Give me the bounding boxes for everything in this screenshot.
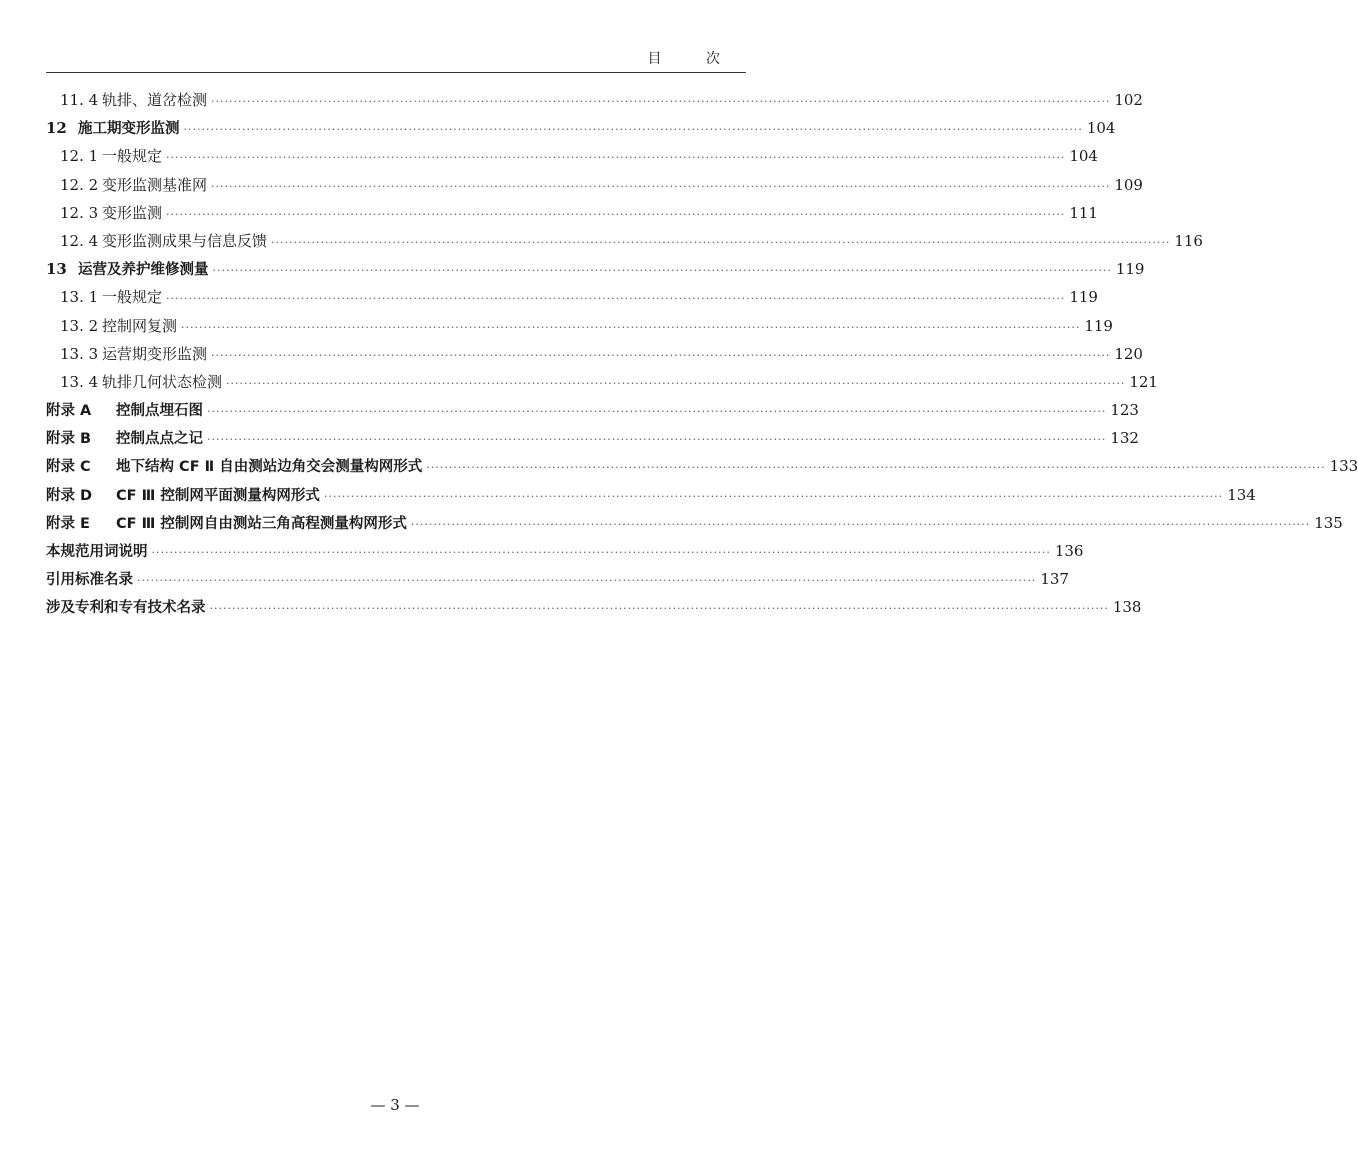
dot-leader: ········································································································································································································ <box>426 461 1326 475</box>
dot-leader: ········································································································································································································ <box>211 95 1111 108</box>
toc-entry-title: 施工期变形监测 <box>78 121 180 138</box>
toc-entry[interactable] <box>46 142 1098 170</box>
toc-entry-number: 附录 A <box>46 403 92 420</box>
toc-entry-page: 123 <box>1110 401 1139 420</box>
toc-entry-title: 一般规定 <box>102 288 163 307</box>
toc-entry-page: 136 <box>1054 542 1084 560</box>
toc-entry-page: 132 <box>1110 429 1139 448</box>
toc-entry-number: 附录 E <box>46 515 90 532</box>
toc-entry-title: 地下结构 CF Ⅱ 自由测站边角交会测量构网形式 <box>116 459 423 476</box>
dot-leader: ········································································································································································································ <box>212 264 1112 278</box>
toc-entry[interactable] <box>46 509 1343 537</box>
toc-entry-number: 13. 2 <box>60 316 99 335</box>
toc-entry[interactable] <box>46 171 1143 199</box>
toc-entry-title: CF Ⅲ 控制网平面测量构网形式 <box>116 487 320 504</box>
toc-entry[interactable] <box>46 452 1358 480</box>
toc-entry-number: 13. 4 <box>60 372 99 391</box>
dot-leader: ········································································································································································································ <box>166 207 1066 221</box>
dot-leader: ········································································································································································································ <box>209 602 1109 616</box>
toc-entry-page: 134 <box>1227 485 1256 504</box>
toc-entry-number: 13. 1 <box>60 288 99 307</box>
toc-entry[interactable] <box>46 593 1142 621</box>
dot-leader: ········································································································································································································ <box>211 348 1111 362</box>
dot-leader: ········································································································································································································ <box>410 517 1311 531</box>
toc-entry[interactable] <box>46 565 1069 593</box>
toc-entry-page: 119 <box>1084 316 1113 335</box>
toc-entry[interactable] <box>46 199 1098 227</box>
toc-entry-number: 13 <box>46 260 67 279</box>
toc-entry-title: 涉及专利和专有技术名录 <box>46 600 206 617</box>
toc-entry-number: 附录 D <box>46 487 93 504</box>
dot-leader: ········································································································································································································ <box>207 433 1107 447</box>
toc-entry-title: 变形监测 <box>102 203 163 222</box>
toc-entry-title: 引用标准名录 <box>46 572 133 589</box>
dot-leader: ········································································································································································································ <box>207 405 1107 419</box>
dot-leader: ········································································································································································································ <box>151 546 1051 559</box>
dot-leader: ········································································································································································································ <box>183 123 1083 137</box>
toc-entry-page: 104 <box>1069 147 1098 166</box>
toc-entry-number: 12. 1 <box>60 147 99 166</box>
toc-entry-number: 12. 2 <box>60 175 99 194</box>
toc-entry-title: 变形监测基准网 <box>102 175 208 194</box>
dot-leader: ········································································································································································································ <box>226 376 1126 390</box>
toc-entry-page: 138 <box>1112 598 1142 617</box>
toc-entry[interactable] <box>46 340 1143 368</box>
toc-entry-title: 运营及养护维修测量 <box>78 262 209 279</box>
toc-entry-page: 116 <box>1174 231 1203 250</box>
header-rule <box>46 72 746 73</box>
toc-entry[interactable] <box>46 481 1256 509</box>
toc-entry-number: 11. 4 <box>60 91 99 109</box>
dot-leader: ········································································································································································································ <box>166 292 1066 306</box>
toc-entry-number: 附录 B <box>46 431 92 448</box>
dot-leader: ········································································································································································································ <box>271 235 1171 249</box>
toc-entry-title: 控制网复测 <box>102 316 178 335</box>
toc-entry[interactable] <box>46 537 1084 565</box>
toc-entry-page: 137 <box>1040 570 1069 589</box>
toc-entry-page: 111 <box>1069 203 1098 222</box>
toc-entry-page: 135 <box>1314 513 1343 532</box>
toc-entry-page: 133 <box>1329 457 1358 476</box>
toc-entry[interactable] <box>46 227 1203 255</box>
running-head-title: 目 次 <box>647 51 740 67</box>
toc-entry[interactable] <box>46 424 1139 452</box>
toc-entry[interactable] <box>46 255 1145 283</box>
toc-entry-title: 轨排、道岔检测 <box>102 91 208 109</box>
dot-leader: ········································································································································································································ <box>166 151 1066 165</box>
toc-entry-number: 13. 3 <box>60 344 99 363</box>
toc-entry-number: 附录 C <box>46 459 91 476</box>
toc-entry[interactable] <box>46 114 1116 142</box>
table-of-contents <box>46 86 1358 622</box>
toc-entry-page: 119 <box>1069 288 1098 307</box>
toc-entry-title: CF Ⅲ 控制网自由测站三角高程测量构网形式 <box>116 515 407 532</box>
toc-entry[interactable] <box>46 396 1139 424</box>
toc-entry[interactable] <box>46 86 1143 114</box>
toc-entry-page: 119 <box>1115 260 1145 279</box>
toc-entry-page: 109 <box>1114 175 1143 194</box>
toc-entry-page: 102 <box>1114 91 1143 109</box>
toc-entry-number: 12 <box>46 119 67 138</box>
toc-entry-title: 控制点埋石图 <box>116 403 203 420</box>
dot-leader: ········································································································································································································ <box>181 320 1081 334</box>
toc-entry-title: 轨排几何状态检测 <box>102 372 223 391</box>
page-number: — 3 — <box>370 1096 420 1114</box>
toc-entry-title: 变形监测成果与信息反馈 <box>102 231 268 250</box>
toc-entry-page: 104 <box>1086 119 1116 138</box>
toc-entry-title: 一般规定 <box>102 147 163 166</box>
toc-entry-page: 120 <box>1114 344 1143 363</box>
toc-entry[interactable] <box>46 312 1113 340</box>
toc-entry-number: 12. 4 <box>60 231 99 250</box>
dot-leader: ········································································································································································································ <box>137 574 1037 588</box>
toc-entry-title: 本规范用词说明 <box>46 544 148 560</box>
dot-leader: ········································································································································································································ <box>323 489 1224 503</box>
toc-entry[interactable] <box>46 368 1158 396</box>
toc-entry-number: 12. 3 <box>60 203 99 222</box>
toc-entry-title: 控制点点之记 <box>116 431 203 448</box>
toc-entry[interactable] <box>46 283 1098 311</box>
toc-entry-page: 121 <box>1129 372 1158 391</box>
toc-entry-title: 运营期变形监测 <box>102 344 208 363</box>
dot-leader: ········································································································································································································ <box>211 179 1111 193</box>
